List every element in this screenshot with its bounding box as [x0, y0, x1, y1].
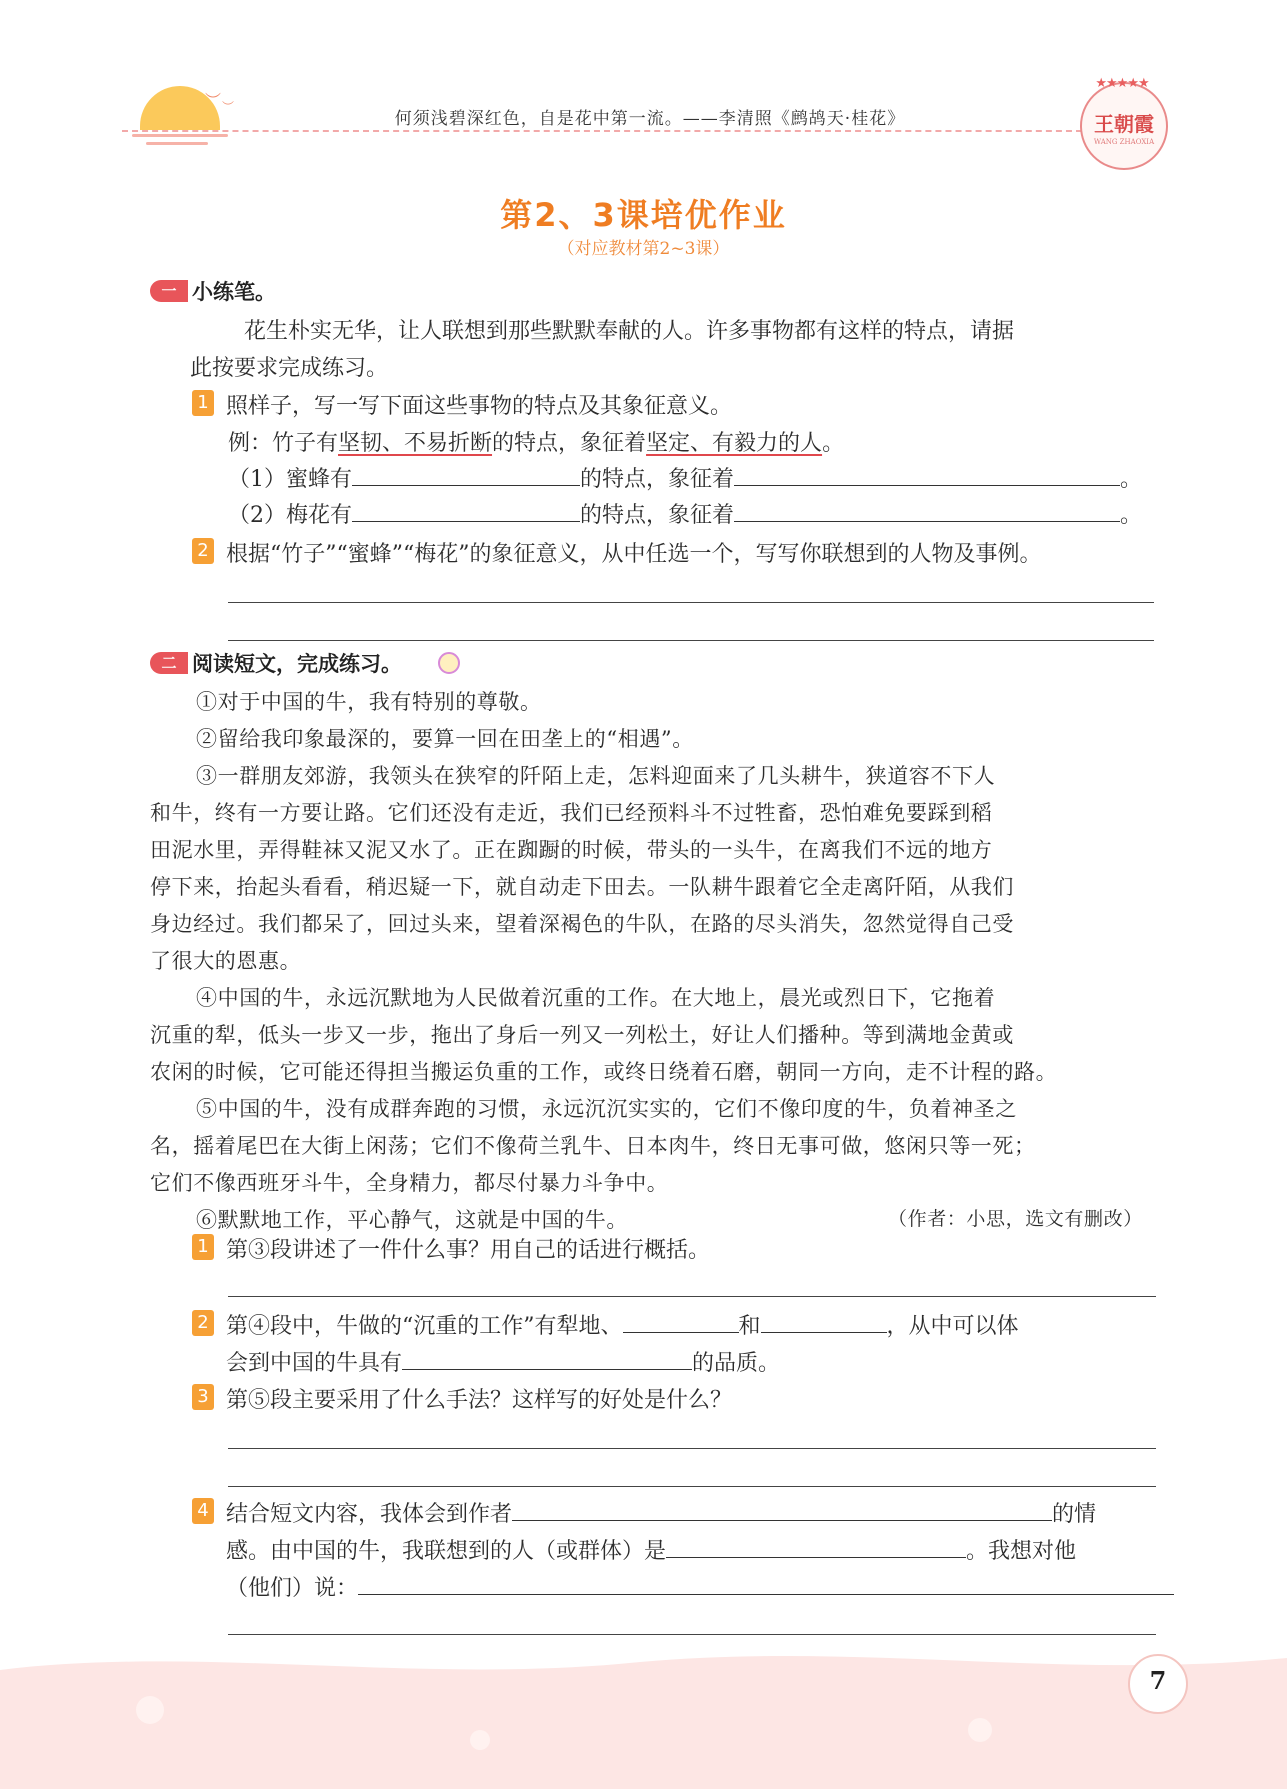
intro-text: 此按要求完成练习。 [190, 356, 389, 381]
passage-line: 名，摇着尾巴在大街上闲荡；它们不像荷兰乳牛、日本肉牛，终日无事可做，悠闲只等一死； [150, 1134, 1036, 1158]
passage-line: 身边经过。我们都呆了，回过头来，望着深褐色的牛队，在路的尽头消失，忽然觉得自己受 [150, 912, 1014, 936]
lightbulb-icon [438, 652, 460, 674]
question-number: 2 [192, 538, 214, 564]
fill-row [226, 1309, 1019, 1340]
page-subtitle: （对应教材第2~3课） [557, 239, 730, 259]
question-text: 照样子，写一写下面这些事物的特点及其象征意义。 [226, 394, 733, 419]
q4-text: 。我想对他 [966, 1539, 1077, 1564]
passage-line: ⑤中国的牛，没有成群奔跑的习惯，永远沉沉实实的，它们不像印度的牛，负着神圣之 [196, 1097, 1017, 1121]
item-mid: 的特点，象征着 [580, 467, 735, 492]
q2-text: 第④段中，牛做的“沉重的工作”有犁地、 [226, 1314, 623, 1339]
example-line [228, 426, 844, 457]
question-number: 1 [192, 1234, 214, 1260]
q4-text: 的情 [1052, 1502, 1097, 1527]
fill-row [228, 462, 1142, 493]
answer-blank[interactable] [352, 467, 580, 486]
seal-stars: ★★★★★ [1095, 76, 1149, 91]
answer-blank[interactable] [623, 1314, 739, 1333]
q2-text: 和 [738, 1314, 761, 1339]
water-line [146, 142, 208, 145]
answer-line[interactable] [228, 1486, 1156, 1487]
header-quote: 何须浅碧深红色，自是花中第一流。——李清照《鹧鸪天·桂花》 [394, 109, 906, 129]
intro-text: 花生朴实无华，让人联想到那些默默奉献的人。许多事物都有这样的特点，请据 [244, 319, 1015, 344]
question-text: 第③段讲述了一件什么事？用自己的话进行概括。 [226, 1238, 711, 1263]
fill-row [226, 1346, 780, 1377]
question-number: 1 [192, 390, 214, 416]
passage-line: ②留给我印象最深的，要算一回在田垄上的“相遇”。 [196, 727, 694, 751]
passage-line: 了很大的恩惠。 [150, 949, 302, 973]
passage-line: 它们不像西班牙斗牛，全身精力，都尽付暴力斗争中。 [150, 1171, 669, 1195]
item-end: 。 [1120, 503, 1143, 528]
question-number: 4 [192, 1498, 214, 1524]
passage-source: （作者：小思，选文有删改） [888, 1208, 1143, 1230]
answer-blank[interactable] [734, 503, 1120, 522]
item-mid: 的特点，象征着 [580, 503, 735, 528]
example-symbol: 坚定、有毅力的人 [646, 431, 823, 456]
fill-row [228, 498, 1142, 529]
q2-text: 的品质。 [692, 1351, 781, 1376]
question-number: 3 [192, 1384, 214, 1410]
item-prefix: （1）蜜蜂有 [228, 467, 352, 492]
section-badge [150, 652, 188, 674]
answer-line[interactable] [228, 1448, 1156, 1449]
passage-line: 农闲的时候，它可能还得担当搬运负重的工作，或终日绕着石磨，朝同一方向，走不计程的路。 [150, 1060, 1058, 1084]
header-divider [122, 130, 1082, 132]
example-trait: 坚韧、不易折断 [338, 431, 493, 456]
fill-row [226, 1497, 1096, 1528]
bird-icon: ︶ [205, 91, 222, 110]
passage-line: 停下来，抬起头看看，稍迟疑一下，就自动走下田去。一队耕牛跟着它全走离阡陌，从我们 [150, 875, 1014, 899]
bird-icon: ︶ [222, 100, 235, 114]
answer-blank[interactable] [761, 1314, 887, 1333]
q2-text: ，从中可以体 [886, 1314, 1019, 1339]
question-text: 根据“竹子”“蜜蜂”“梅花”的象征意义，从中任选一个，写写你联想到的人物及事例。 [226, 542, 1042, 567]
footer-wave [0, 1640, 1287, 1789]
answer-blank[interactable] [512, 1502, 1052, 1521]
fill-row [226, 1571, 1174, 1602]
section-title: 小练笔。 [192, 280, 276, 304]
seal-logo-text: 王朝霞 [1094, 112, 1154, 136]
passage-line: ④中国的牛，永远沉默地为人民做着沉重的工作。在大地上，晨光或烈日下，它拖着 [196, 986, 996, 1010]
page-number: 7 [1149, 1666, 1167, 1695]
answer-blank[interactable] [402, 1351, 692, 1370]
answer-blank[interactable] [352, 503, 580, 522]
passage-line: 沉重的犁，低头一步又一步，拖出了身后一列又一列松土，好让人们播种。等到满地金黄或 [150, 1023, 1014, 1047]
answer-blank[interactable] [666, 1539, 966, 1558]
seal-subtext: WANG ZHAOXIA [1093, 138, 1155, 146]
answer-blank[interactable] [358, 1576, 1174, 1595]
section-title: 阅读短文，完成练习。 [192, 652, 402, 676]
example-end: 。 [822, 431, 845, 456]
answer-line[interactable] [228, 602, 1154, 603]
question-number: 2 [192, 1310, 214, 1336]
answer-line[interactable] [228, 1634, 1156, 1635]
q2-text: 会到中国的牛具有 [226, 1351, 403, 1376]
answer-line[interactable] [228, 640, 1154, 641]
fill-row [226, 1534, 1076, 1565]
example-mid: 的特点，象征着 [492, 431, 647, 456]
q4-text: 感。由中国的牛，我联想到的人（或群体）是 [226, 1539, 667, 1564]
item-end: 。 [1120, 467, 1143, 492]
passage-line: ①对于中国的牛，我有特别的尊敬。 [196, 690, 542, 714]
section-badge [150, 280, 188, 302]
section-number: 二 [161, 654, 177, 672]
item-prefix: （2）梅花有 [228, 503, 352, 528]
example-prefix: 例：竹子有 [228, 431, 339, 456]
water-line [132, 134, 228, 137]
answer-blank[interactable] [734, 467, 1120, 486]
passage-line: 和牛，终有一方要让路。它们还没有走近，我们已经预料斗不过牲畜，恐怕难免要踩到稻 [150, 801, 993, 825]
passage-line: ③一群朋友郊游，我领头在狭窄的阡陌上走，怎料迎面来了几头耕牛，狭道容不下人 [196, 764, 996, 788]
q4-text: 结合短文内容，我体会到作者 [226, 1502, 513, 1527]
question-text: 第⑤段主要采用了什么手法？这样写的好处是什么？ [226, 1388, 733, 1413]
section-number: 一 [161, 282, 177, 300]
q4-text: （他们）说： [226, 1576, 359, 1601]
passage-line: ⑥默默地工作，平心静气，这就是中国的牛。 [196, 1208, 628, 1232]
answer-line[interactable] [228, 1296, 1156, 1297]
passage-line: 田泥水里，弄得鞋袜又泥又水了。正在踟蹰的时候，带头的一头牛，在离我们不远的地方 [150, 838, 993, 862]
page-title: 第2、3课培优作业 [500, 196, 787, 234]
